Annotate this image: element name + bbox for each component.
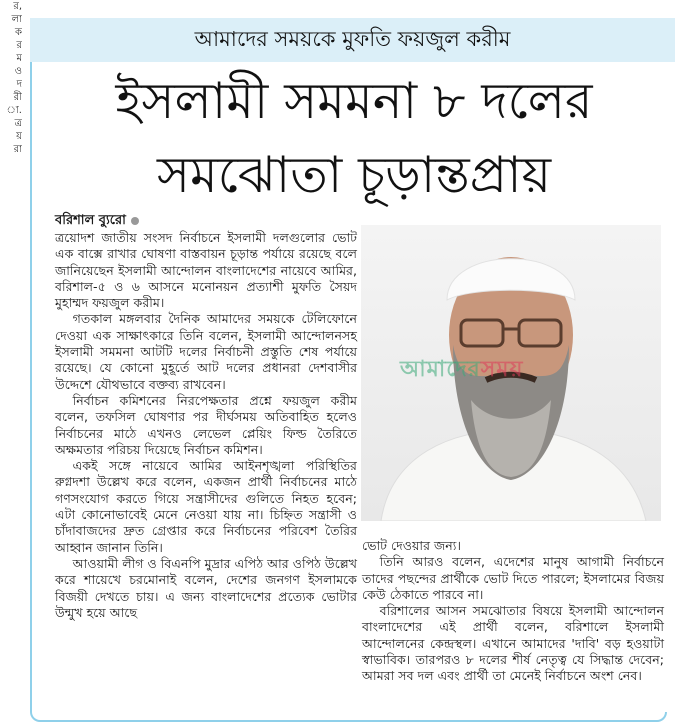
bullet-icon — [131, 217, 139, 225]
headline-line-2: সমঝোতা চূড়ান্তপ্রায় — [156, 146, 552, 204]
paragraph: ভোট দেওয়ার জন্য। — [362, 538, 461, 553]
frame-border-bottom — [30, 712, 667, 722]
headline-line-1: ইসলামী সমমনা ৮ দলের — [115, 72, 593, 130]
fragment-text: ত্র — [14, 118, 22, 129]
kicker-text: আমাদের সময়কে মুফতি ফয়জুল করীম — [194, 26, 511, 51]
watermark-logo — [400, 352, 523, 389]
fragment-text: রা — [13, 144, 22, 155]
fragment-text: দ — [16, 79, 22, 90]
fragment-text: র — [16, 40, 22, 51]
fragment-text: া. — [6, 105, 22, 116]
fragment-text: ক — [15, 27, 22, 38]
fragment-text: ম — [16, 53, 22, 64]
paragraph: তিনি আরও বলেন, এদেশের মানুষ আগামী নির্বাচনে তাদের পছন্দের প্রার্থীকে ভোট দিতে পারলে; ইসলামের বিজয় কেউ ঠেকাতে পারবে না। — [362, 554, 664, 602]
paragraph: একই সঙ্গে নায়েবে আমির আইনশৃঙ্খলা পরিস্থিতির রুগ্নদশা উল্লেখ করে বলেন, একজন প্রার্থী নির্বাচনের মাঠে গণসংযোগ করতে গিয়ে সন্ত্রাসীদের গুলিতে নিহত হবেন; এটা কোনোভাবেই মেনে নেওয়া যায় না। চিহ্নিত সন্ত্রাসী ও চাঁদাবাজদের দ্রুত গ্রেপ্তার করে নির্বাচনের পরিবেশ তৈরির আহ্বান জানান তিনি। — [55, 458, 357, 555]
article-column-right — [362, 538, 664, 685]
watermark-text: সময় — [480, 357, 524, 382]
paragraph: আওয়ামী লীগ ও বিএনপি মুদ্রার এপিঠ আর ওপিঠ উল্লেখ করে শায়েখে চরমোনাই বলেন, দেশের জনগণ ইসলামকে বিজয়ী দেখতে চায়। এ জন্য বাংলাদেশের প্রত্যেক ভোটার উন্মুখ হয়ে আছে — [55, 555, 357, 620]
article-column-left — [55, 230, 357, 621]
fragment-text: য় — [16, 131, 22, 142]
paragraph: বরিশালের আসন সমঝোতার বিষয়ে ইসলামী আন্দোলন বাংলাদেশের এই প্রার্থী বলেন, বরিশালে ইসলামী আন্দোলনের কেন্দ্রস্থল। এখানে আমাদের 'দাবি' বড় হওয়াটা স্বাভাবিক। তারপরও ৮ দলের শীর্ষ নেতৃত্ব যে সিদ্ধান্ত দেবেন; আমরা সব দল এবং প্রার্থী তা মেনেই নির্বাচনে অংশ নেব। — [362, 603, 664, 684]
paragraph: নির্বাচন কমিশনের নিরপেক্ষতার প্রশ্নে ফয়জুল করীম বলেন, তফসিল ঘোষণার পর দীর্ঘসময় অতিবাহিত হলেও নির্বাচনের মাঠে এখনও লেভেল প্লেয়িং ফিল্ড তৈরিতে অক্ষমতার পরিচয় দিয়েছে নির্বাচন কমিশন। — [55, 392, 357, 457]
headline — [34, 64, 674, 212]
fragment-text: ও — [14, 66, 22, 77]
watermark-text: আমাদের — [400, 357, 481, 382]
adjacent-article-fragment — [0, 0, 22, 726]
article-left-block — [55, 212, 357, 621]
byline — [55, 212, 357, 230]
paragraph: গতকাল মঙ্গলবার দৈনিক আমাদের সময়কে টেলিফোনে দেওয়া এক সাক্ষাৎকারে তিনি বলেন, ইসলামী আন্দোলনসহ ইসলামী সমমনা আটটি দলের নির্বাচনী প্রস্তুতি শেষ পর্যায়ে রয়েছে। যে কোনো মুহূর্তে আট দলের প্রধানরা দেশবাসীর উদ্দেশে যৌথভাবে বক্তব্য রাখবেন। — [55, 311, 357, 392]
frame-border-left — [30, 62, 32, 712]
fragment-text: লা — [11, 14, 22, 25]
fragment-text: রী — [13, 92, 22, 103]
fragment-text: র, — [13, 1, 22, 12]
byline-text: বরিশাল ব্যুরো — [55, 213, 126, 228]
paragraph: ত্রয়োদশ জাতীয় সংসদ নির্বাচনে ইসলামী দলগুলোর ভোট এক বাক্সে রাখার ঘোষণা বাস্তবায়ন চূড়ান্ত পর্যায়ে রয়েছে বলে জানিয়েছেন ইসলামী আন্দোলন বাংলাদেশের নায়েবে আমির, বরিশাল-৫ ও ৬ আসনে মনোনয়ন প্রত্যাশী মুফতি সৈয়দ মুহাম্মদ ফয়জুল করীম। — [55, 230, 357, 311]
kicker-band — [30, 18, 675, 62]
